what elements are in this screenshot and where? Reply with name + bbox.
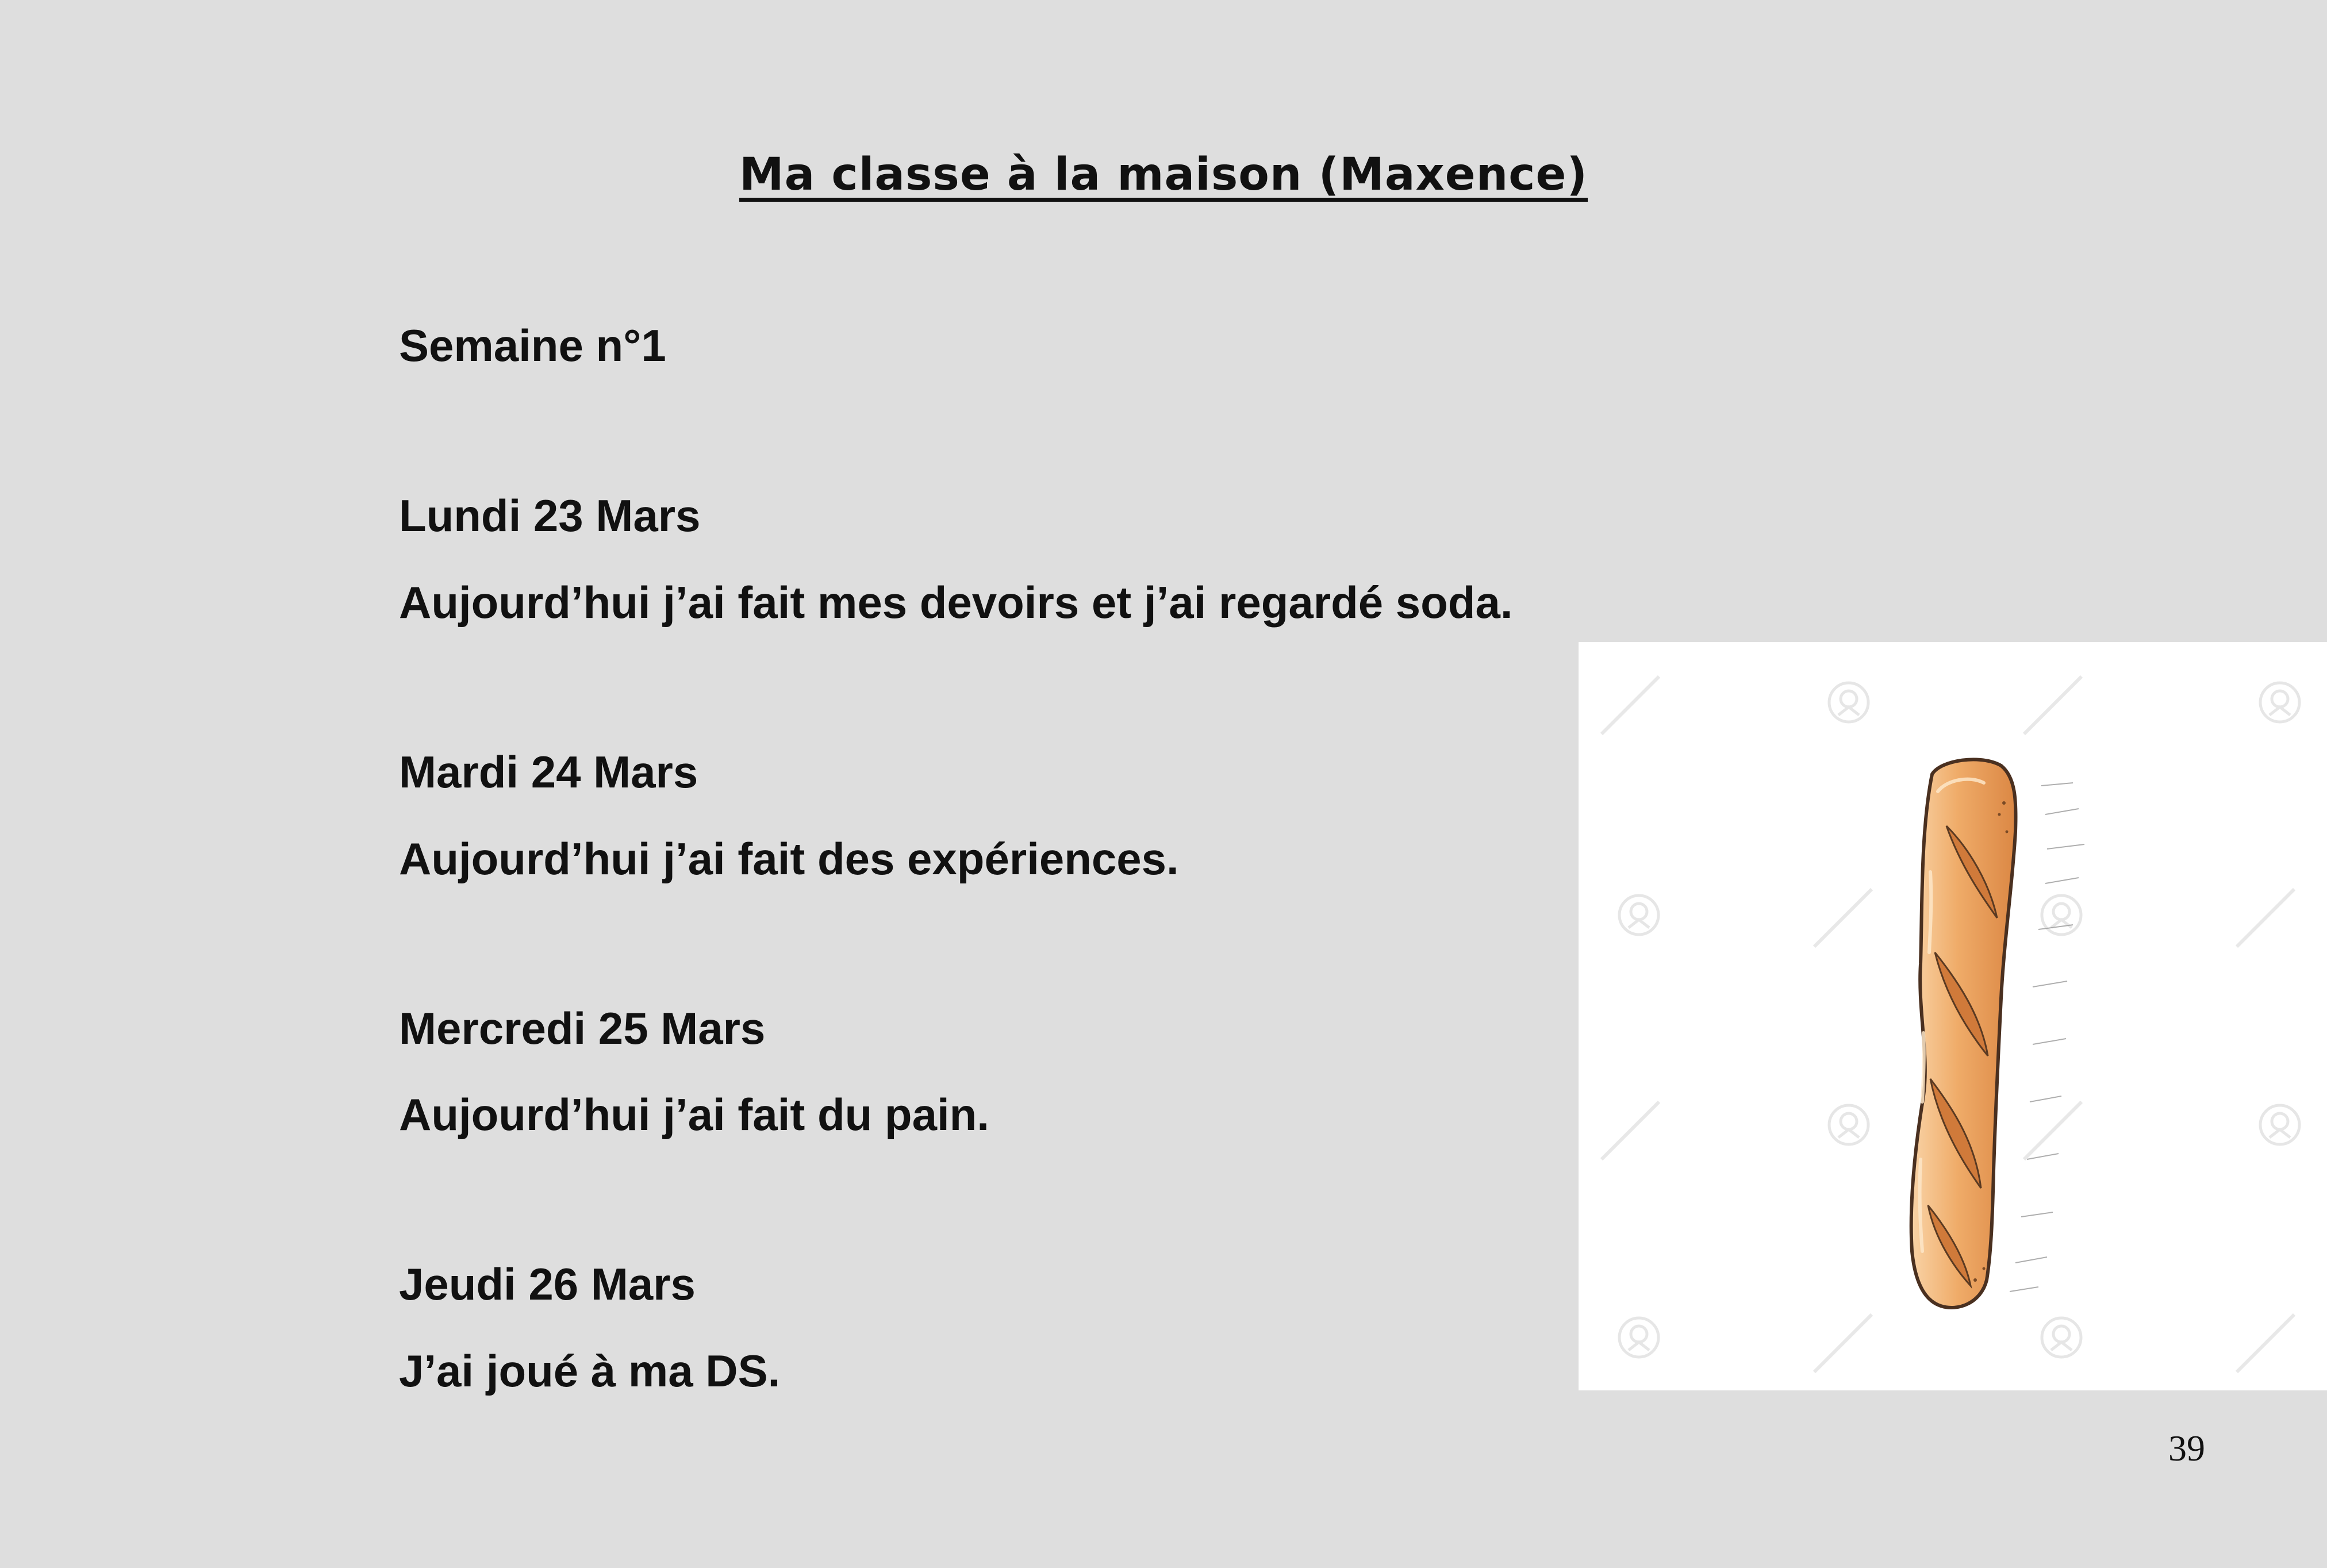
page-number: 39 xyxy=(2168,1428,2205,1469)
week-heading: Semaine n°1 xyxy=(399,320,666,371)
page-title: Ma classe à la maison (Maxence) xyxy=(739,149,1588,201)
entry-text-thursday: J’ai joué à ma DS. xyxy=(399,1346,781,1396)
entry-day-thursday: Jeudi 26 Mars xyxy=(399,1259,696,1309)
entry-text-tuesday: Aujourd’hui j’ai fait des expériences. xyxy=(399,833,1179,884)
baguette-body xyxy=(1911,759,2016,1308)
entry-day-tuesday: Mardi 24 Mars xyxy=(399,747,698,797)
entry-day-monday: Lundi 23 Mars xyxy=(399,490,701,541)
entry-day-wednesday: Mercredi 25 Mars xyxy=(399,1003,766,1054)
entry-text-monday: Aujourd’hui j’ai fait mes devoirs et j’ai regardé soda. xyxy=(399,577,1513,628)
baguette-illustration xyxy=(1579,642,2327,1390)
entry-text-wednesday: Aujourd’hui j’ai fait du pain. xyxy=(399,1089,989,1140)
